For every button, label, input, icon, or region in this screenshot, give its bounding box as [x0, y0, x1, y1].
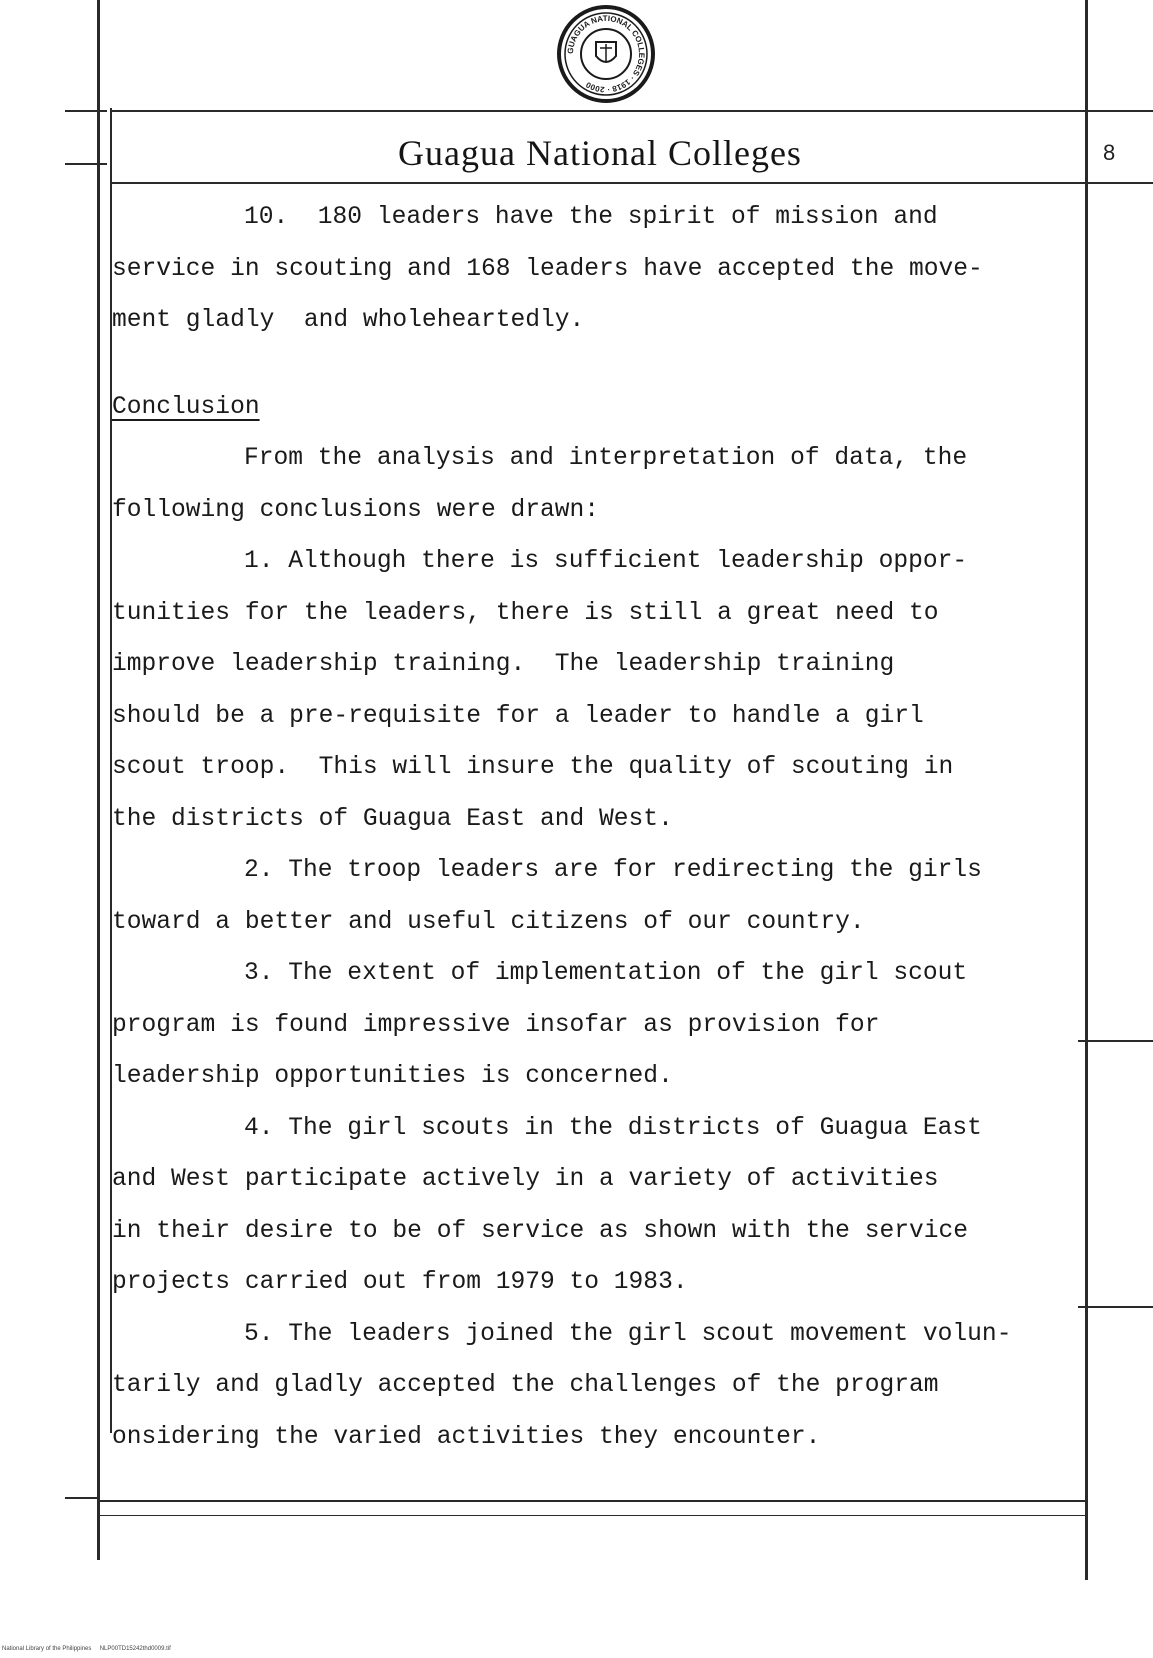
text-line: projects carried out from 1979 to 1983. [112, 1269, 688, 1296]
text-line: 1. Although there is sufficient leadership oppor- [244, 548, 968, 575]
conclusion-item-5 [112, 1309, 1062, 1464]
text-line: onsidering the varied activities they encounter. [112, 1423, 821, 1451]
text-line: 2. The troop leaders are for redirecting the girls [244, 857, 982, 884]
text-line: 3. The extent of implementation of the girl scout [244, 960, 968, 987]
right-margin-rule [1085, 0, 1088, 1580]
tick-right-3 [1078, 1040, 1153, 1042]
text-line: 10. 180 leaders have the spirit of mission and [244, 204, 938, 231]
seal-lettering: GUAGUA NATIONAL COLLEGES · 1918 · 2000 [565, 13, 647, 95]
text-line: service in scouting and 168 leaders have accepted the move- [112, 255, 983, 283]
conclusion-intro [112, 433, 1062, 536]
conclusion-item-2 [112, 845, 1062, 948]
text-line: leadership opportunities is concerned. [112, 1063, 673, 1090]
left-margin-rule [97, 0, 100, 1560]
footer-rule [100, 1500, 1085, 1502]
section-heading-conclusion: Conclusion [112, 393, 260, 421]
text-line: should be a pre-requisite for a leader to handle a girl [112, 702, 924, 730]
document-body [112, 192, 1062, 1463]
text-line: tarily and gladly accepted the challenges of the program [112, 1372, 939, 1399]
college-seal-icon [556, 4, 656, 104]
text-line: scout troop. This will insure the quality of scouting in [112, 754, 954, 781]
conclusion-item-3 [112, 948, 1062, 1103]
conclusion-item-4 [112, 1103, 1062, 1309]
tick-left-2 [65, 163, 107, 165]
text-line: in their desire to be of service as shown with the service [112, 1217, 969, 1245]
text-line: tunities for the leaders, there is still a great need to [112, 599, 939, 627]
text-line: 5. The leaders joined the girl scout movement volun- [244, 1320, 1012, 1348]
text-line: ment gladly and wholeheartedly. [112, 307, 585, 334]
page-number: 8 [1103, 140, 1116, 165]
text-line: From the analysis and interpretation of data, the [244, 445, 968, 472]
scan-credit: National Library of the Philippines NLP00TD15242thd0009.tif [2, 1646, 171, 1652]
tick-right-4 [1078, 1306, 1153, 1308]
conclusion-item-1 [112, 536, 1062, 845]
header-top-rule [110, 110, 1085, 112]
page-header-title: Guagua National Colleges [398, 133, 802, 173]
header-bottom-rule [110, 182, 1085, 184]
tick-right-2 [1088, 182, 1153, 184]
footer-rule-lower [100, 1515, 1085, 1516]
text-line: toward a better and useful citizens of our country. [112, 908, 865, 936]
text-line: improve leadership training. The leadership training [112, 651, 895, 678]
tick-right-1 [1088, 110, 1153, 112]
text-line: program is found impressive insofar as provision for [112, 1011, 880, 1039]
tick-left-3 [65, 1497, 97, 1499]
tick-left-1 [65, 110, 107, 112]
text-line: following conclusions were drawn: [112, 496, 600, 524]
text-line: and West participate actively in a variety of activities [112, 1166, 939, 1193]
item-10 [112, 192, 1062, 347]
text-line: 4. The girl scouts in the districts of Guagua East [244, 1114, 982, 1142]
text-line: the districts of Guagua East and West. [112, 805, 673, 833]
